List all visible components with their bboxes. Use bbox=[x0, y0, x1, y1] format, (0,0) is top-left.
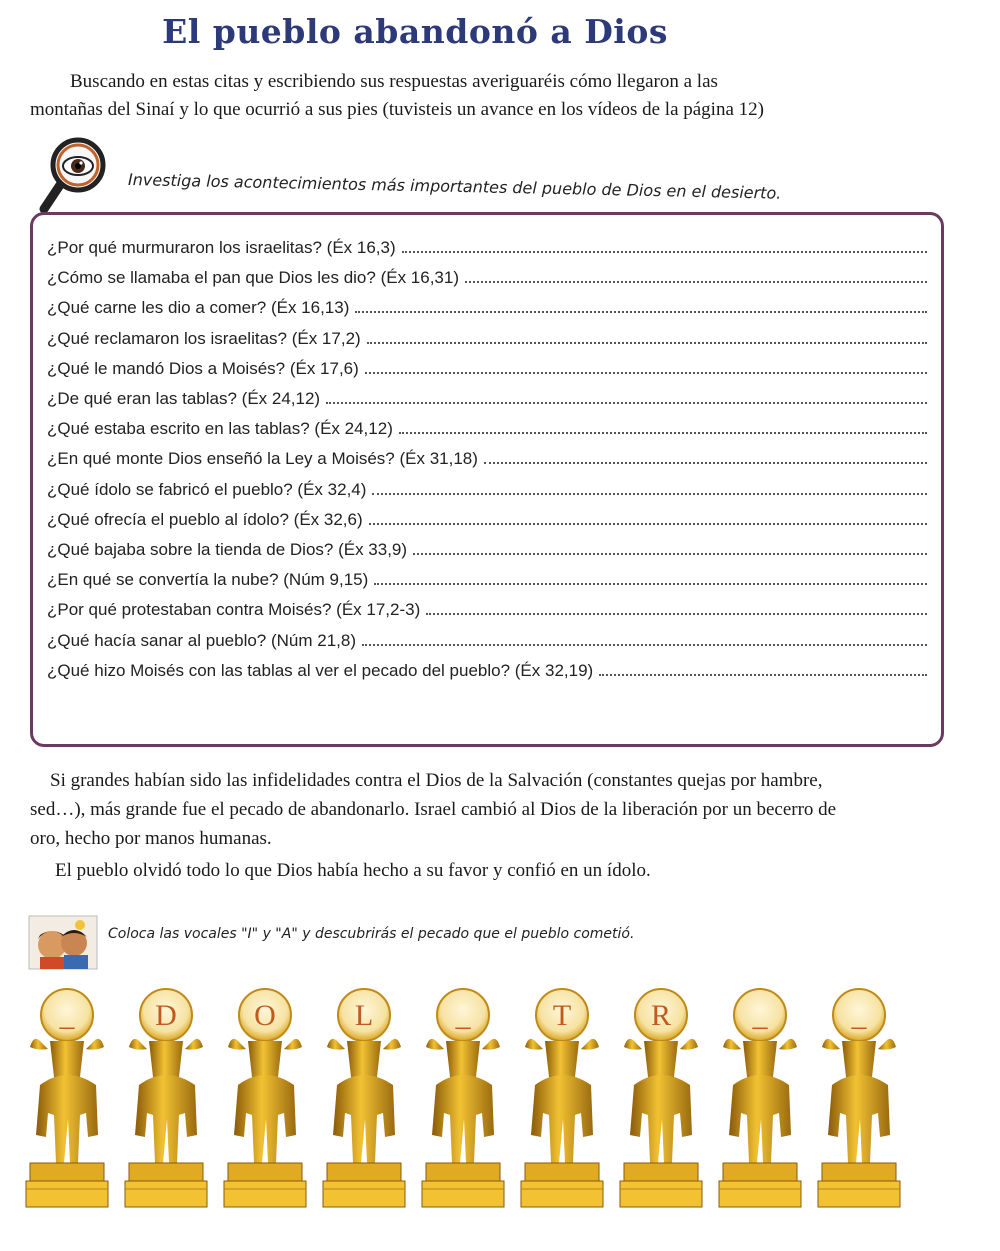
question-text: ¿Por qué protestaban contra Moisés? (Éx 17,2-3) bbox=[47, 600, 421, 620]
question-row bbox=[47, 381, 927, 409]
question-text: ¿Qué ofrecía el pueblo al ídolo? (Éx 32,6) bbox=[47, 509, 363, 529]
children-icon bbox=[28, 915, 98, 970]
golden-calf-letter-slot[interactable] bbox=[121, 985, 211, 1215]
paragraph-line-1: Si grandes habían sido las infidelidades contra el Dios de la Salvación (constantes quejas por hambre, bbox=[50, 770, 823, 791]
question-text: ¿Qué bajaba sobre la tienda de Dios? (Éx 33,9) bbox=[47, 540, 408, 559]
answer-line[interactable] bbox=[426, 613, 927, 615]
calf-letter: T bbox=[552, 999, 572, 1032]
question-text: ¿Qué hacía sanar al pueblo? (Núm 21,8) bbox=[47, 630, 357, 650]
intro-line-2: montañas del Sinaí y lo que ocurrió a sus pies (tuvisteis un avance en los vídeos de la página 12) bbox=[30, 99, 764, 120]
answer-line[interactable] bbox=[484, 462, 927, 464]
answer-line[interactable] bbox=[362, 644, 927, 646]
answer-line[interactable] bbox=[374, 583, 927, 585]
question-text: ¿Qué hizo Moisés con las tablas al ver el pecado del pueblo? (Éx 32,19) bbox=[47, 660, 594, 680]
calf-letter: L bbox=[354, 999, 374, 1032]
golden-calf-letter-slot[interactable] bbox=[418, 985, 508, 1215]
answer-line[interactable] bbox=[402, 251, 927, 253]
answer-line[interactable] bbox=[465, 281, 927, 283]
question-row bbox=[47, 441, 927, 469]
golden-calf-letter-slot[interactable] bbox=[517, 985, 607, 1215]
question-row bbox=[47, 260, 927, 288]
question-row bbox=[47, 562, 927, 590]
paragraph-line-4: El pueblo olvidó todo lo que Dios había hecho a su favor y confió en un ídolo. bbox=[55, 860, 651, 881]
answer-line[interactable] bbox=[367, 342, 927, 344]
activity2-instruction: Coloca las vocales "I" y "A" y descubrirás el pecado que el pueblo cometió. bbox=[108, 926, 635, 942]
question-row bbox=[47, 290, 927, 318]
question-row bbox=[47, 592, 927, 620]
paragraph-line-3: oro, hecho por manos humanas. bbox=[30, 828, 272, 849]
answer-line[interactable] bbox=[399, 432, 927, 434]
question-row bbox=[47, 502, 927, 530]
question-row bbox=[47, 653, 927, 681]
question-text: ¿Por qué murmuraron los israelitas? (Éx 16,3) bbox=[47, 238, 396, 257]
golden-calf-letter-slot[interactable] bbox=[220, 985, 310, 1215]
calf-letter: _ bbox=[455, 999, 471, 1032]
question-row bbox=[47, 321, 927, 349]
question-row bbox=[47, 623, 927, 651]
question-text: ¿En qué monte Dios enseñó la Ley a Moisés? (Éx 31,18) bbox=[47, 449, 478, 469]
intro-line-1: Buscando en estas citas y escribiendo sus respuestas averiguaréis cómo llegaron a las bbox=[70, 71, 718, 92]
golden-calf-letter-slot[interactable] bbox=[319, 985, 409, 1215]
magnifying-glass-icon bbox=[38, 135, 118, 217]
question-text: ¿De qué eran las tablas? (Éx 24,12) bbox=[47, 389, 321, 408]
answer-line[interactable] bbox=[369, 523, 927, 525]
golden-calf-letter-slot[interactable] bbox=[22, 985, 112, 1215]
answer-line[interactable] bbox=[599, 674, 927, 676]
golden-calf-letter-slot[interactable] bbox=[715, 985, 805, 1215]
question-row bbox=[47, 532, 927, 560]
paragraph bbox=[30, 766, 970, 853]
question-text: ¿Qué carne les dio a comer? (Éx 16,13) bbox=[47, 298, 350, 318]
calf-letter: _ bbox=[851, 999, 867, 1032]
question-text: ¿Cómo se llamaba el pan que Dios les dio? (Éx 16,31) bbox=[47, 268, 459, 288]
answer-line[interactable] bbox=[326, 402, 927, 404]
calf-letter: R bbox=[650, 999, 671, 1032]
page-title: El pueblo abandonó a Dios bbox=[162, 12, 668, 51]
paragraph-line-2: sed…), más grande fue el pecado de abandonarlo. Israel cambió al Dios de la liberación por un becerro de bbox=[30, 799, 837, 820]
question-text: ¿Qué le mandó Dios a Moisés? (Éx 17,6) bbox=[47, 358, 359, 378]
intro-text bbox=[30, 68, 970, 124]
calf-letter: _ bbox=[752, 999, 768, 1032]
question-row bbox=[47, 230, 927, 258]
calf-letter: D bbox=[155, 999, 177, 1032]
question-row bbox=[47, 411, 927, 439]
answer-line[interactable] bbox=[413, 553, 927, 555]
golden-calf-letter-slot[interactable] bbox=[616, 985, 706, 1215]
calf-letter: O bbox=[254, 999, 276, 1032]
question-text: ¿Qué ídolo se fabricó el pueblo? (Éx 32,4) bbox=[47, 479, 367, 499]
golden-calf-letter-slot[interactable] bbox=[814, 985, 904, 1215]
question-text: ¿Qué reclamaron los israelitas? (Éx 17,2) bbox=[47, 328, 361, 348]
answer-line[interactable] bbox=[355, 311, 927, 313]
answer-line[interactable] bbox=[372, 493, 927, 495]
question-row bbox=[47, 351, 927, 379]
question-row bbox=[47, 472, 927, 500]
question-text: ¿Qué estaba escrito en las tablas? (Éx 24,12) bbox=[47, 419, 393, 439]
answer-line[interactable] bbox=[365, 372, 927, 374]
question-text: ¿En qué se convertía la nube? (Núm 9,15) bbox=[47, 570, 369, 590]
activity1-instruction: Investiga los acontecimientos más importantes del pueblo de Dios en el desierto. bbox=[127, 170, 782, 203]
calf-letter: _ bbox=[59, 999, 75, 1032]
